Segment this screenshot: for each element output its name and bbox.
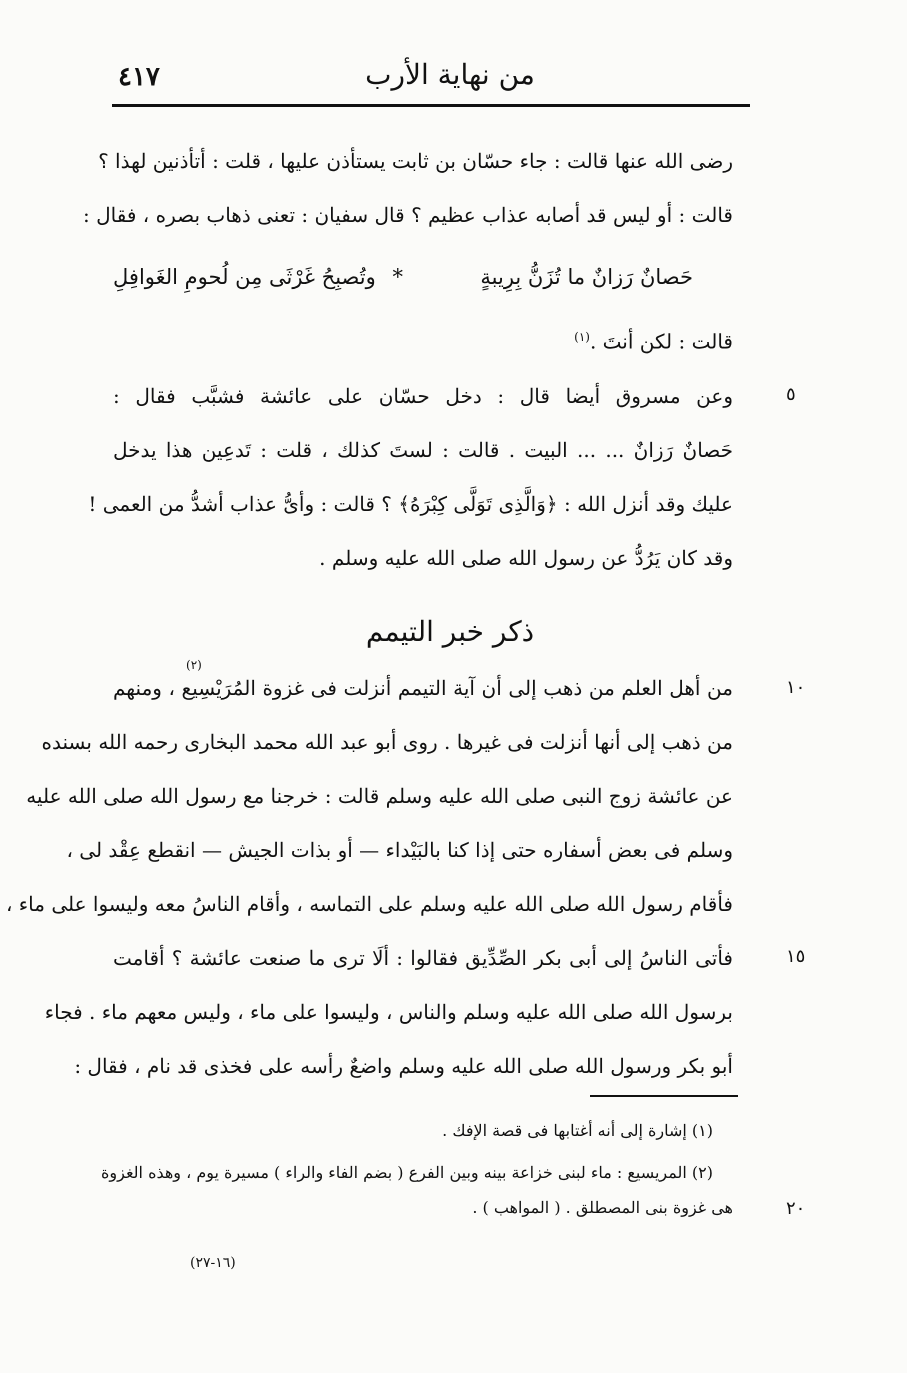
header-rule <box>112 104 750 107</box>
text-line: فأتى الناسُ إلى أبى بكر الصِّدِّيق فقالوا : ألَا ترى ما صنعت عائشة ؟ أقامت <box>113 946 733 970</box>
poem-hemistich-first: حَصانٌ رَزانٌ ما تُزَنُّ بِرِيبةٍ <box>480 265 693 289</box>
line-number: ١٠ <box>786 677 806 698</box>
footnote: هى غزوة بنى المصطلق . ( المواهب ) . <box>472 1198 733 1217</box>
text-line: من أهل العلم من ذهب إلى أن آية التيمم أنزلت فى غزوة المُرَيْسِيع ، ومنهم <box>113 676 733 700</box>
text-line: فأقام رسول الله صلى الله عليه وسلم على التماسه ، وأقام الناسُ معه وليسوا على ماء ، <box>5 892 733 916</box>
page-number: ٤١٧ <box>118 62 160 92</box>
footnote-mark: (١) <box>574 330 590 344</box>
verse-response: قالت : لكن أنتَ . <box>589 329 733 354</box>
signature-mark: (١٦-٢٧) <box>190 1255 236 1271</box>
text-line: قالت : أو ليس قد أصابه عذاب عظيم ؟ قال سفيان : تعنى ذهاب بصره ، فقال : <box>83 203 733 227</box>
poem-verse <box>113 262 693 292</box>
poem-hemistich-second: وتُصبِحُ غَرْثَى مِن لُحومِ الغَوافِلِ <box>113 265 376 289</box>
footnote: (٢) المريسيع : ماء لبنى خزاعة بينه وبين الفرع ( بضم الفاء والراء ) مسيرة يوم ، وهذه الغزوة <box>101 1163 713 1182</box>
text-line: أبو بكر ورسول الله صلى الله عليه وسلم واضعٌ رأسه على فخذى قد نام ، فقال : <box>74 1054 733 1078</box>
line-number: ٥ <box>786 384 796 405</box>
section-heading: ذكر خبر التيمم <box>365 615 535 648</box>
text-line: عن عائشة زوج النبى صلى الله عليه وسلم قالت : خرجنا مع رسول الله صلى الله عليه <box>26 784 733 808</box>
line-number: ١٥ <box>786 946 806 967</box>
text-line: برسول الله صلى الله عليه وسلم والناس ، وليسوا على ماء ، وليس معهم ماء . فجاء <box>44 1000 733 1024</box>
running-title: من نهاية الأرب <box>365 58 535 91</box>
text-line: حَصانٌ رَزانٌ ... ... البيت . قالت : لستَ كذلك ، قلت : تَدعِين هذا يدخل <box>113 438 733 462</box>
text-line: عليك وقد أنزل الله : ﴿وَالَّذِى تَوَلَّى كِبْرَهُ﴾ ؟ قالت : وأىُّ عذاب أشدُّ من العمى ! <box>88 492 733 516</box>
text-line: وعن مسروق أيضا قال : دخل حسّان على عائشة فشبَّب فقال : <box>113 384 733 408</box>
line-number: ٢٠ <box>786 1198 806 1219</box>
footnote-rule <box>590 1095 738 1097</box>
poem-separator: * <box>392 265 403 289</box>
text-line <box>113 322 733 357</box>
text-line: رضى الله عنها قالت : جاء حسّان بن ثابت يستأذن عليها ، قلت : أتأذنين لهذا ؟ <box>98 149 733 173</box>
text-line: وقد كان يَرُدُّ عن رسول الله صلى الله عليه وسلم . <box>319 546 733 570</box>
footnote: (١) إشارة إلى أنه أغتابها فى قصة الإفك . <box>442 1121 713 1140</box>
text-line: وسلم فى بعض أسفاره حتى إذا كنا بالبَيْداء — أو بذات الجيش — انقطع عِقْد لى ، <box>66 838 733 862</box>
text-line: من ذهب إلى أنها أنزلت فى غيرها . روى أبو عبد الله محمد البخارى رحمه الله بسنده <box>41 730 733 754</box>
footnote-mark: (٢) <box>186 658 202 672</box>
